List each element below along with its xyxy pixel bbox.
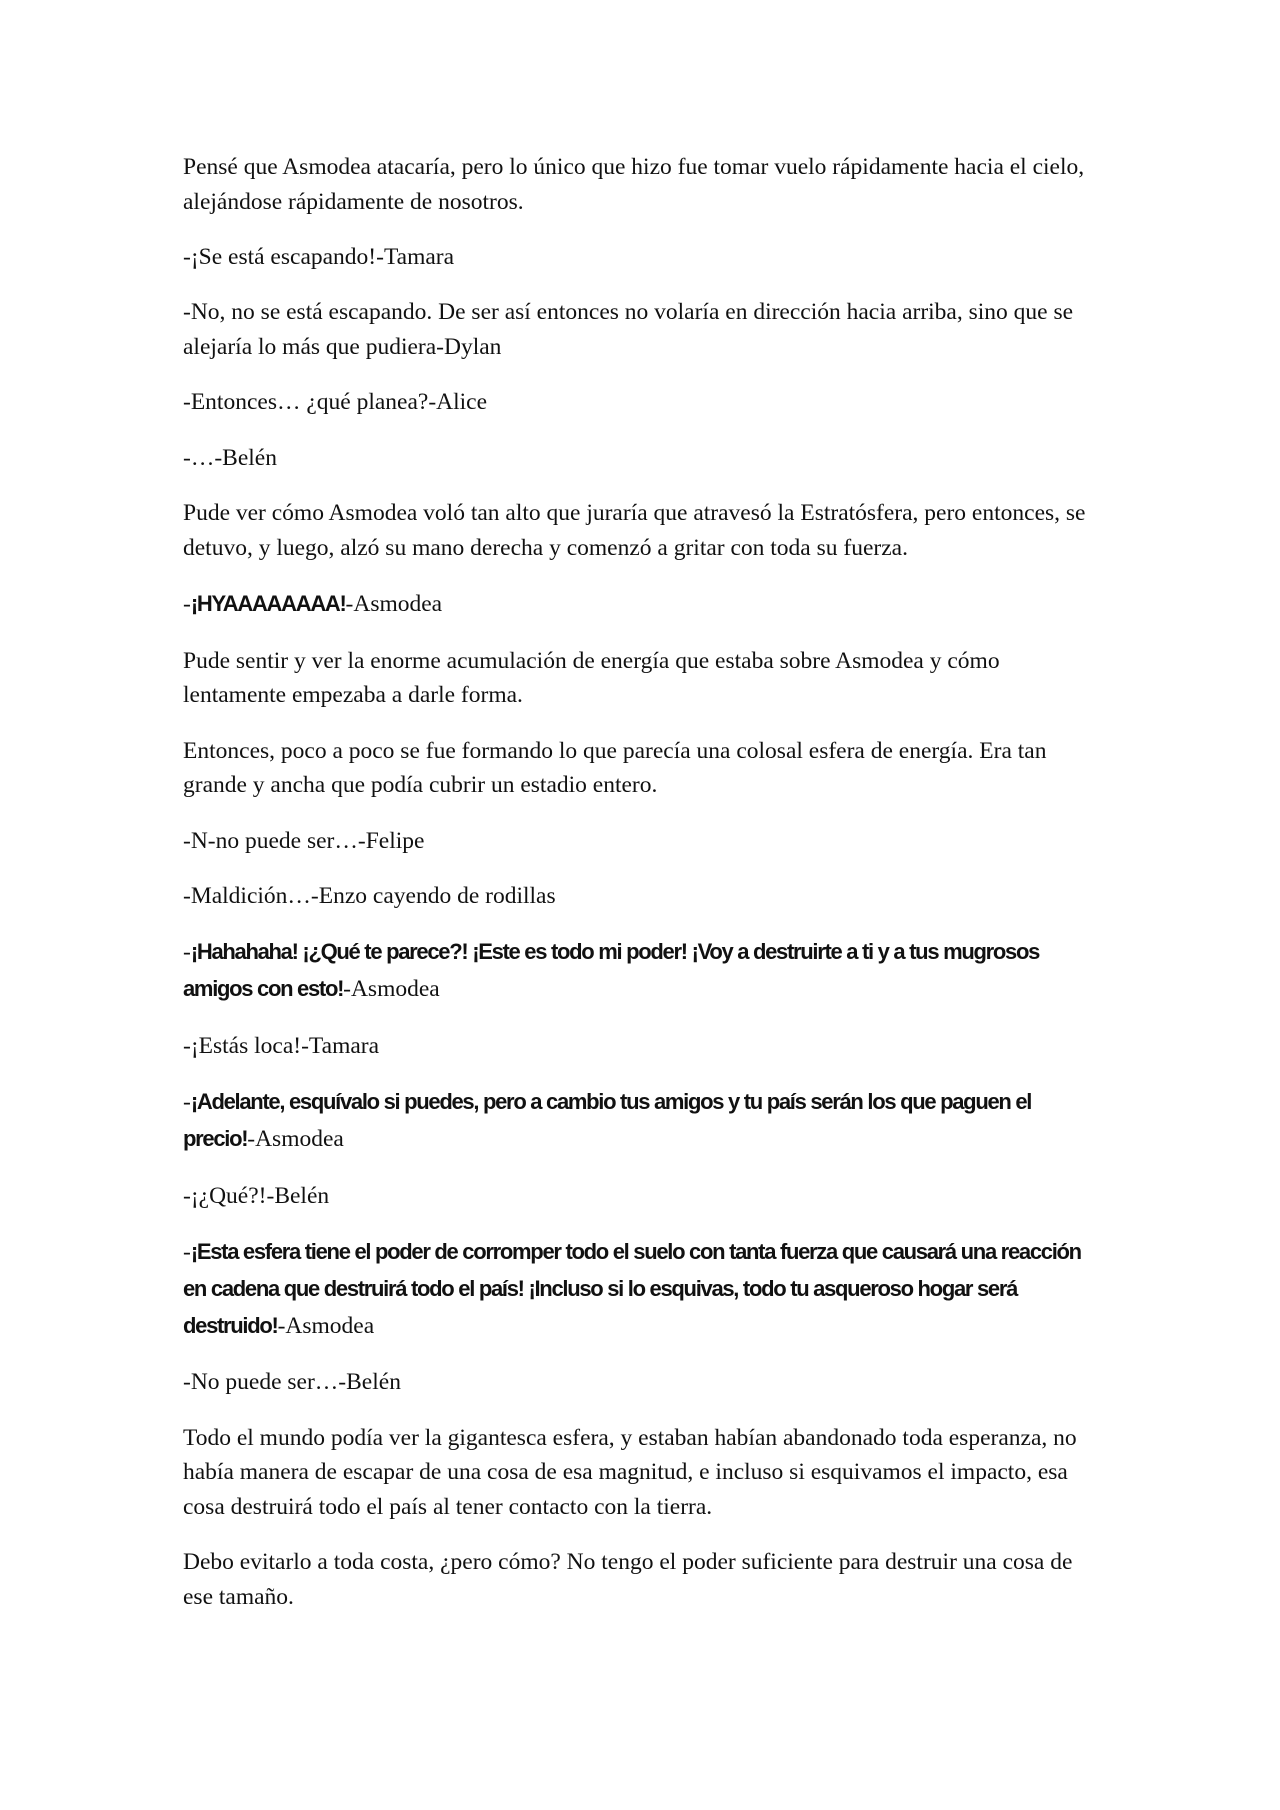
document-page (183, 150, 1098, 1635)
dialogue-line: -Entonces… ¿qué planea?-Alice (183, 389, 488, 416)
dialogue-line: -…-Belén (183, 444, 277, 471)
shout-dialogue-line (183, 934, 1098, 1008)
dialogue-line: -N-no puede ser…-Felipe (183, 827, 425, 854)
speaker: -Asmodea (277, 1312, 375, 1339)
dash: - (183, 1089, 191, 1116)
dialogue-line: -¡Se está escapando!-Tamara (183, 243, 455, 270)
shout-text: ¡HYAAAAAAAA! (190, 591, 346, 617)
narration-paragraph: Entonces, poco a poco se fue formando lo que parecía una colosal esfera de energía. Era tan grande y ancha que podía cubrir un estadio entero. (183, 737, 1047, 799)
dialogue-line: -No, no se está escapando. De ser así entonces no volaría en dirección hacia arriba, sino que se alejaría lo más que pudiera-Dylan (183, 299, 1074, 360)
dash: - (183, 939, 191, 966)
shout-dialogue-line (183, 1084, 1098, 1158)
shout-text: ¡Hahahaha! ¡¿Qué te parece?! ¡Este es todo mi poder! ¡Voy a destruirte a ti y a tus mugrosos amigos con esto! (183, 939, 1040, 1002)
shout-text: ¡Esta esfera tiene el poder de corromper todo el suelo con tanta fuerza que causará una reacción en cadena que destruirá todo el país! ¡Incluso si lo esquivas, todo tu asqueroso hogar será destruido! (183, 1239, 1081, 1338)
narration-paragraph: Pude sentir y ver la enorme acumulación de energía que estaba sobre Asmodea y cómo lentamente empezaba a darle forma. (183, 647, 1000, 709)
narration-paragraph: Todo el mundo podía ver la gigantesca esfera, y estaban habían abandonado toda esperanza, no había manera de escapar de una cosa de esa magnitud, e incluso si esquivamos el impacto, esa cosa destruirá todo el país al tener contacto con la tierra. (183, 1424, 1077, 1520)
speaker: -Asmodea (247, 1126, 344, 1153)
narration-paragraph: Pensé que Asmodea atacaría, pero lo único que hizo fue tomar vuelo rápidamente hacia el cielo, alejándose rápidamente de nosotros. (183, 154, 1085, 215)
speaker: -Asmodea (343, 976, 440, 1003)
dialogue-line: -¡Estás loca!-Tamara (183, 1032, 380, 1059)
speaker: -Asmodea (345, 591, 443, 618)
dialogue-line: -Maldición…-Enzo cayendo de rodillas (183, 883, 556, 910)
shout-dialogue-line (183, 1234, 1098, 1344)
narration-paragraph: Pude ver cómo Asmodea voló tan alto que juraría que atravesó la Estratósfera, pero entonces, se detuvo, y luego, alzó su mano derecha y comenzó a gritar con toda su fuerza. (183, 500, 1086, 561)
shout-text: ¡Adelante, esquívalo si puedes, pero a cambio tus amigos y tu país serán los que paguen el precio! (183, 1089, 1032, 1152)
narration-paragraph: Debo evitarlo a toda costa, ¿pero cómo? No tengo el poder suficiente para destruir una cosa de ese tamaño. (183, 1549, 1073, 1610)
dash: - (183, 1239, 191, 1266)
dash: - (183, 591, 191, 618)
shout-dialogue-line (183, 586, 1098, 623)
dialogue-line: -¡¿Qué?!-Belén (183, 1182, 330, 1209)
dialogue-line: -No puede ser…-Belén (183, 1369, 401, 1396)
